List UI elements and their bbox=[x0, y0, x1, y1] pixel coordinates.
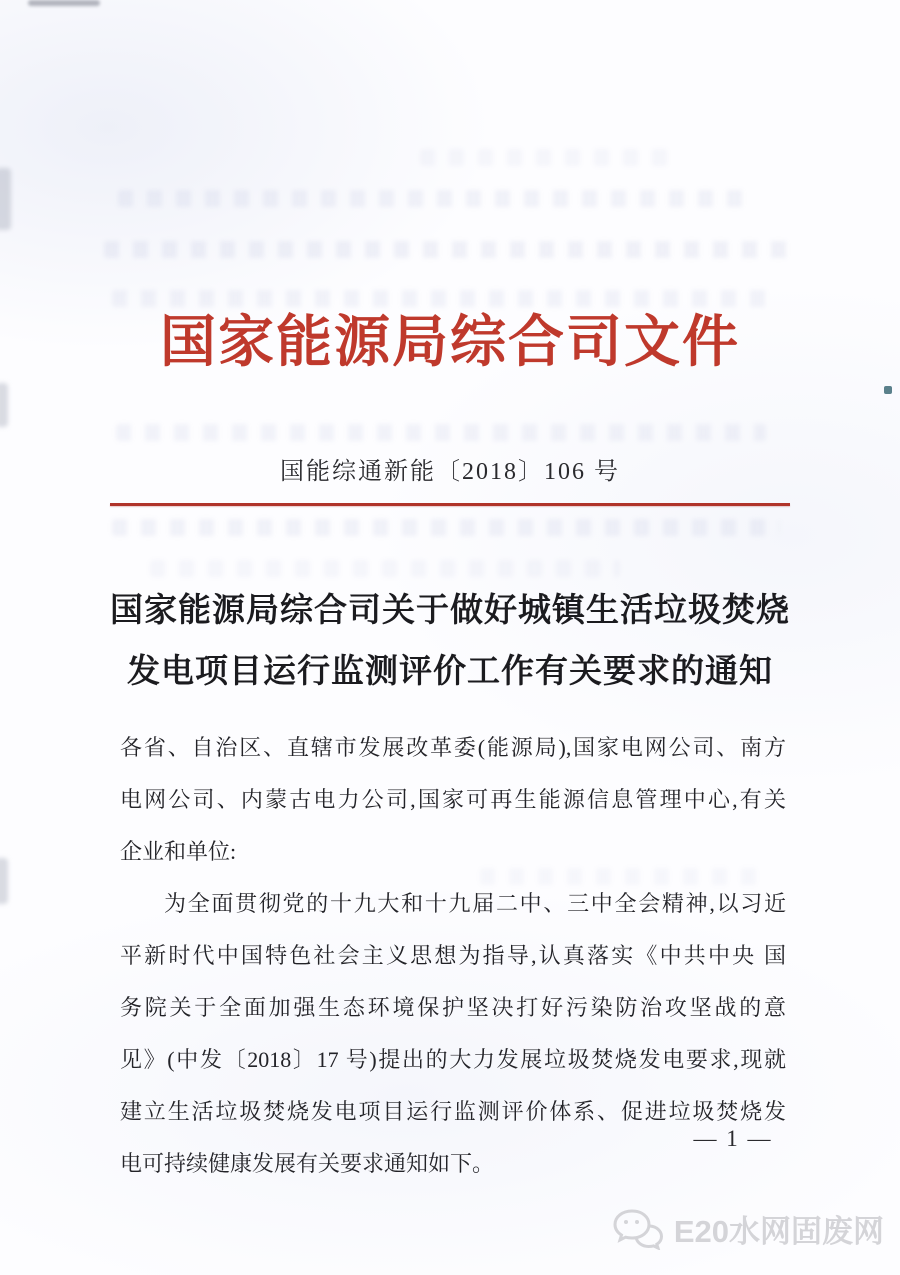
scan-dot-artifact bbox=[884, 386, 892, 394]
body-line: 见》(中发〔2018〕17 号)提出的大力发展垃圾焚烧发电要求,现就 bbox=[120, 1047, 786, 1072]
bubble-eye bbox=[635, 1220, 639, 1224]
bleedthrough-artifact bbox=[112, 519, 780, 536]
document-title-line: 国家能源局综合司关于做好城镇生活垃圾焚烧 bbox=[110, 593, 790, 629]
body-line: 建立生活垃圾焚烧发电项目运行监测评价体系、促进垃圾焚烧发 bbox=[120, 1099, 786, 1124]
bleedthrough-artifact bbox=[150, 560, 620, 577]
bleedthrough-artifact bbox=[116, 424, 766, 441]
document-title bbox=[57, 581, 843, 703]
bleedthrough-artifact bbox=[118, 190, 753, 207]
body-line: 为全面贯彻党的十九大和十九届二中、三中全会精神,以习近 bbox=[164, 891, 786, 916]
agency-letterhead-title: 国家能源局综合司文件 bbox=[160, 312, 740, 374]
watermark bbox=[612, 1206, 884, 1251]
body-line: 平新时代中国特色社会主义思想为指导,认真落实《中共中央 国 bbox=[120, 943, 786, 968]
document-body bbox=[120, 722, 786, 1190]
red-divider-rule bbox=[110, 503, 790, 506]
bleedthrough-artifact bbox=[104, 241, 794, 258]
scan-smudge bbox=[0, 168, 11, 230]
document-reference-number: 国能综通新能〔2018〕106 号 bbox=[280, 459, 620, 485]
scan-smudge bbox=[0, 383, 8, 427]
page-number: — 1 — bbox=[693, 1126, 773, 1151]
recipient-line: 电网公司、内蒙古电力公司,国家可再生能源信息管理中心,有关 bbox=[120, 787, 786, 812]
scan-smudge bbox=[0, 858, 8, 904]
bleedthrough-artifact bbox=[420, 149, 670, 166]
body-line: 务院关于全面加强生态环境保护坚决打好污染防治攻坚战的意 bbox=[120, 995, 786, 1020]
bleedthrough-artifact bbox=[112, 290, 767, 307]
document-title-line: 发电项目运行监测评价工作有关要求的通知 bbox=[127, 654, 773, 690]
scan-smudge bbox=[28, 0, 100, 6]
wechat-bubbles-icon bbox=[612, 1208, 664, 1250]
recipient-line: 各省、自治区、直辖市发展改革委(能源局),国家电网公司、南方 bbox=[120, 735, 786, 760]
watermark-text: E20水网固废网 bbox=[673, 1214, 884, 1249]
body-line: 电可持续健康发展有关要求通知如下。 bbox=[120, 1151, 495, 1176]
recipient-line: 企业和单位: bbox=[120, 839, 237, 864]
bubble-eye bbox=[624, 1220, 628, 1224]
